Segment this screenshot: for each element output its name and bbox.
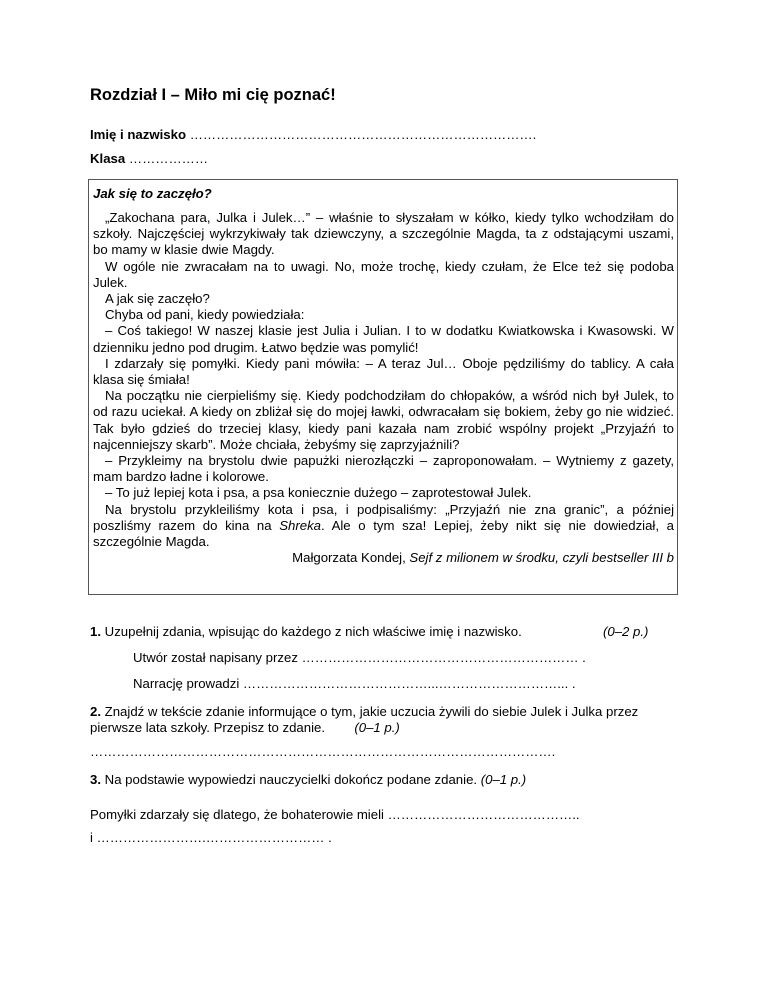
- answer-line-author[interactable]: Utwór został napisany przez ……………………………………………………… .: [133, 650, 586, 665]
- source-citation: Małgorzata Kondej, Sejf z milionem w środku, czyli bestseller III b: [292, 550, 674, 566]
- name-field[interactable]: [90, 127, 536, 142]
- paragraph: W ogóle nie zwracałam na to uwagi. No, może trochę, kiedy czułam, że Elce też się podoba Julek.: [93, 258, 674, 290]
- question-points: (0–2 p.): [603, 624, 649, 639]
- answer-line-sentence[interactable]: …………………………………………………………………………………………….: [90, 744, 556, 759]
- paragraph: – Przykleimy na brystolu dwie papużki nierozłączki – zaproponowałam. – Wytniemy z gazety, mam bardzo ładne i kolorowe.: [93, 453, 674, 485]
- question-text: Na podstawie wypowiedzi nauczycielki dokończ podane zdanie.: [101, 772, 478, 787]
- question-number: 1.: [90, 624, 101, 639]
- page-title: Rozdział I – Miło mi cię poznać!: [90, 86, 336, 104]
- question-1: [90, 624, 670, 640]
- question-points: (0–1 p.): [480, 772, 527, 787]
- answer-line-narrator[interactable]: Narrację prowadzi ……………………………………...………………………... .: [133, 676, 576, 691]
- class-dots[interactable]: ………………: [128, 151, 208, 166]
- text-title: Jak się to zaczęło?: [93, 186, 212, 201]
- paragraph: – To już lepiej kota i psa, a psa koniecznie dużego – zaprotestował Julek.: [105, 485, 532, 501]
- paragraph: I zdarzały się pomyłki. Kiedy pani mówiła: – A teraz Jul… Oboje pędziliśmy do tablicy. A cała klasa się śmiała!: [93, 355, 674, 388]
- paragraph: Na brystolu przykleiliśmy kota i psa, i podpisaliśmy: „Przyjaźń nie zna granic”, a później poszliśmy razem do kina na Shreka. Ale o tym sza! Lepiej, żeby nikt się nie dowiedział, a szczególnie Magda.: [93, 501, 674, 550]
- class-field[interactable]: [90, 151, 208, 166]
- paragraph: „Zakochana para, Julka i Julek…” – właśnie to słyszałam w kółko, kiedy tylko wchodziłam do szkoły. Najczęściej wykrzykiwały tak dziewczyny, a szczególnie Magda, ta z odstającymi uszami, bo mamy w klasie dwie Magdy.: [93, 210, 674, 258]
- name-label: Imię i nazwisko: [90, 127, 187, 142]
- paragraph: Chyba od pani, kiedy powiedziała:: [105, 307, 305, 323]
- story-text: [89, 210, 677, 550]
- movie-title: Shreka: [279, 517, 322, 533]
- class-label: Klasa: [90, 151, 126, 166]
- book-title: Sejf z milionem w środku, czyli bestseller III b: [409, 550, 674, 566]
- question-number: 3.: [90, 772, 101, 787]
- answer-sentence-end[interactable]: i …………………….……………………… .: [90, 830, 332, 845]
- question-number: 2.: [90, 704, 101, 719]
- name-dots[interactable]: …………………………………………………………………….: [189, 127, 537, 142]
- question-text: Znajdź w tekście zdanie informujące o tym, jakie uczucia żywili do siebie Julek i Julka przez pierwsze lata szkoły. Przepisz to zdanie.: [90, 704, 639, 736]
- question-text: Uzupełnij zdania, wpisując do każdego z nich właściwe imię i nazwisko.: [101, 624, 522, 639]
- answer-sentence-start[interactable]: Pomyłki zdarzały się dlatego, że bohaterowie mieli ……………………………………..: [90, 807, 580, 822]
- question-3: [90, 772, 670, 788]
- paragraph: – Coś takiego! W naszej klasie jest Julia i Julian. I to w dodatku Kwiatkowska i Kwasowski. W dzienniku jedno pod drugim. Łatwo będzie was pomylić!: [93, 323, 674, 355]
- question-2: [90, 704, 670, 736]
- question-points: (0–1 p.): [354, 720, 400, 736]
- reading-text-box: [88, 179, 678, 595]
- paragraph: Na początku nie cierpieliśmy się. Kiedy podchodziłam do chłopaków, a wśród nich był Julek, to od razu uciekał. A kiedy on zbliżał się do mojej ławki, odwracałam się bokiem, żeby go nie widzieć. Tak było gdzieś do trzeciej klasy, kiedy pani kazała nam zrobić wspólny projekt „Przyjaźń to najcenniejszy skarb”. Może chciała, żebyśmy się zaprzyjaźnili?: [93, 388, 674, 452]
- paragraph: A jak się zaczęło?: [105, 291, 210, 307]
